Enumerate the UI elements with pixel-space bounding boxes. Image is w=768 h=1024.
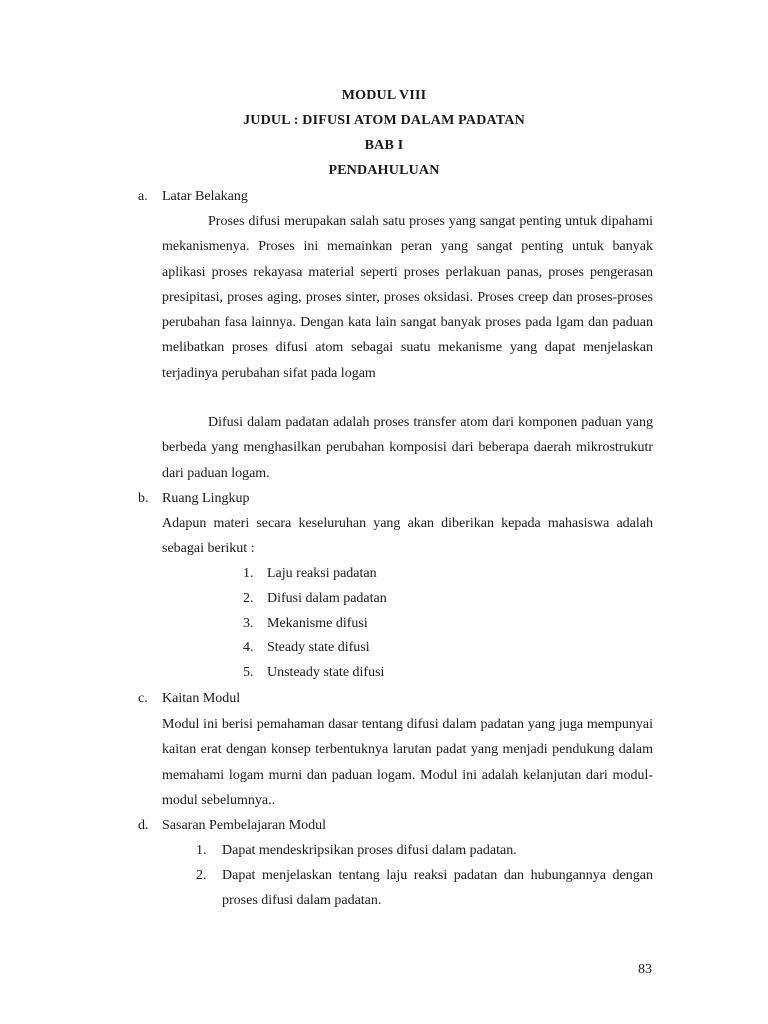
objectives-list: [196, 838, 653, 913]
section-c-title: Kaitan Modul: [162, 691, 241, 706]
list-item-text: Difusi dalam padatan: [267, 590, 387, 606]
section-a-title: Latar Belakang: [162, 189, 248, 204]
list-item-text: Mekanisme difusi: [267, 615, 368, 631]
section-a-letter: a.: [138, 189, 148, 204]
section-d-title: Sasaran Pembelajaran Modul: [162, 818, 327, 833]
list-item: [243, 562, 543, 587]
section-c-letter: c.: [138, 691, 148, 706]
section-d-letter: d.: [138, 818, 149, 833]
section-a-paragraph-2-text: Difusi dalam padatan adalah proses transfer atom dari komponen paduan yang berbeda yang menghasilkan perubahan komposisi dari beberapa daerah mikrostrukutr dari paduan logam.: [162, 415, 653, 481]
list-item-text: Unsteady state difusi: [267, 665, 385, 681]
list-item: [243, 587, 543, 612]
list-item: [243, 661, 543, 686]
section-b-intro: Adapun materi secara keseluruhan yang akan diberikan kepada mahasiswa adalah sebagai berikut :: [162, 516, 653, 557]
list-item: [196, 838, 653, 863]
list-item-number: 1.: [196, 843, 207, 858]
chapter-title: PENDAHULUAN: [328, 163, 440, 178]
list-item: [243, 636, 543, 661]
scope-list: [243, 562, 543, 686]
list-item-text: Steady state difusi: [267, 640, 370, 656]
list-item-number: 3.: [243, 615, 254, 631]
module-heading: MODUL VIII: [341, 88, 427, 103]
list-item: [243, 612, 543, 637]
list-item-text: Dapat mendeskripsikan proses difusi dalam padatan.: [222, 843, 517, 858]
list-item-number: 2.: [196, 868, 207, 883]
list-item: [196, 863, 653, 913]
section-a-paragraph-1: [162, 209, 653, 386]
section-b-letter: b.: [138, 491, 149, 506]
list-item-number: 4.: [243, 640, 254, 656]
list-item-number: 1.: [243, 566, 254, 581]
section-a-paragraph-1-text: Proses difusi merupakan salah satu proses yang sangat penting untuk dipahami mekanismenya. Proses ini memainkan peran yang sangat penting untuk banyak aplikasi proses rekayasa material seperti proses perlakuan panas, proses pengerasan presipitasi, proses aging, proses sinter, proses oksidasi. Proses creep dan proses-proses perubahan fasa lainnya. Dengan kata lain sangat banyak proses pada lgam dan paduan melibatkan proses difusi atom sebagai suatu mekanisme yang dapat menjelaskan terjadinya perubahan sifat pada logam: [162, 214, 653, 381]
module-title: JUDUL : DIFUSI ATOM DALAM PADATAN: [243, 113, 525, 128]
page-number: 83: [638, 962, 652, 977]
chapter-heading: BAB I: [364, 138, 404, 153]
list-item-text: Laju reaksi padatan: [267, 566, 377, 581]
section-c-paragraph: Modul ini berisi pemahaman dasar tentang difusi dalam padatan yang juga mempunyai kaitan erat dengan konsep terbentuknya larutan padat yang menjadi pendukung dalam memahami logam murni dan paduan logam. Modul ini adalah kelanjutan dari modul-modul sebelumnya..: [162, 717, 653, 808]
list-item-text: Dapat menjelaskan tentang laju reaksi padatan dan hubungannya dengan proses difusi dalam padatan.: [222, 868, 653, 908]
list-item-number: 5.: [243, 665, 254, 681]
list-item-number: 2.: [243, 590, 254, 606]
section-b-title: Ruang Lingkup: [162, 491, 250, 506]
section-a-paragraph-2: [162, 410, 653, 486]
